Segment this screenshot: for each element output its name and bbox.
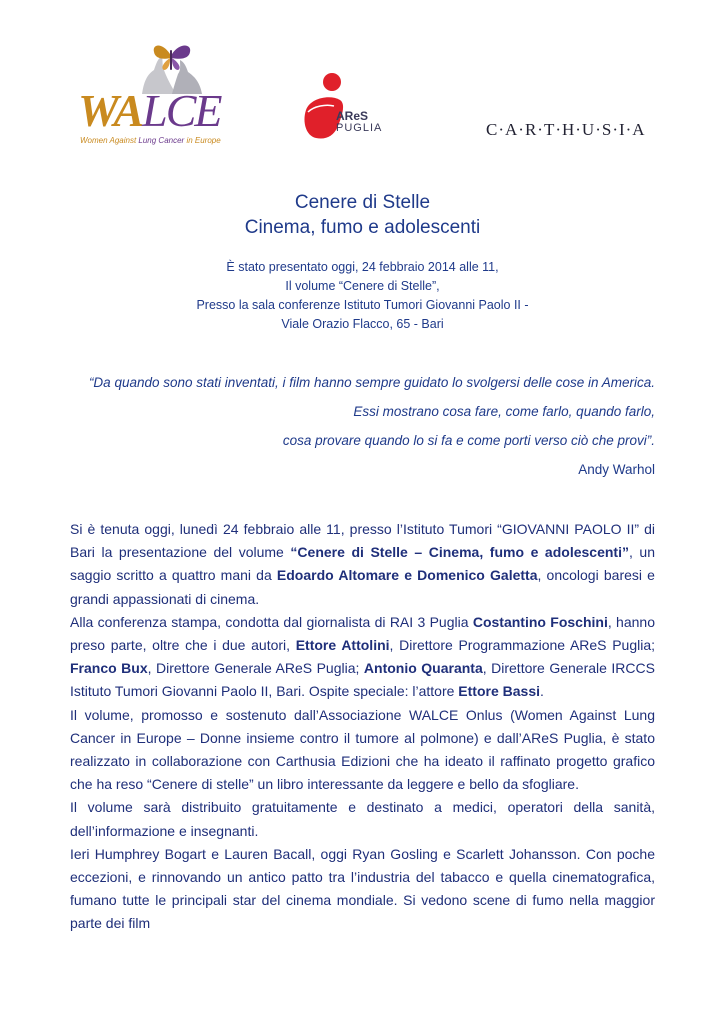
paragraph-5: Ieri Humphrey Bogart e Lauren Bacall, oggi Ryan Gosling e Scarlett Johansson. Con poche eccezioni, e rinnovando un antico patto tra l’industria del tabacco e quella cinematografica, fumano tutte le principali star del cinema mondiale. Si vedono scene di fumo nella maggior parte dei film <box>70 845 655 932</box>
quote-block <box>89 368 655 484</box>
p1-book-title: “Cenere di Stelle – Cinema, fumo e adolescenti” <box>290 544 629 561</box>
p2-text-i: , Direttore Generale IRCCS Istituto Tumori Giovanni Paolo II, Bari. Ospite speciale: l’attore <box>70 660 655 700</box>
walce-lce: LCE <box>142 85 221 136</box>
carthusia-logo: C·A·R·T·H·U·S·I·A <box>486 120 646 139</box>
p2-text-k: . <box>540 683 544 700</box>
walce-tag-c: in Europe <box>184 136 221 145</box>
p1-authors: Edoardo Altomare e Domenico Galetta <box>276 567 538 584</box>
document-title <box>0 190 725 240</box>
p1-text-a: Si è tenuta oggi, lunedì 24 febbraio alle 11, presso l’Istituto Tumori “GIOVANNI PAOLO II” di Bari la presentazione del volume <box>70 521 655 561</box>
quote-line1: “Da quando sono stati inventati, i film hanno sempre guidato lo svolgersi delle cose in America. <box>88 375 655 390</box>
p2-name-bux: Franco Bux <box>70 660 148 677</box>
p2-text-e: , Direttore Programmazione AReS Puglia; <box>389 637 655 654</box>
p1-text-e: , oncologi baresi e grandi appassionati di cinema. <box>70 567 655 607</box>
quote-author: Andy Warhol <box>578 462 655 477</box>
walce-wordmark <box>78 85 221 136</box>
walce-tag-b: Lung Cancer <box>138 136 185 145</box>
title-line1: Cenere di Stelle <box>294 192 431 213</box>
p2-name-bassi: Ettore Bassi <box>458 683 540 700</box>
paragraph-2 <box>70 611 655 704</box>
walce-logo <box>78 40 238 150</box>
quote-line2: Essi mostrano cosa fare, come farlo, quando farlo, <box>353 404 655 419</box>
p2-name-quaranta: Antonio Quaranta <box>363 660 483 677</box>
paragraph-3: Il volume, promosso e sostenuto dall’Associazione WALCE Onlus (Women Against Lung Cancer in Europe – Donne insieme contro il tumore al polmone) e dall’AReS Puglia, è stato realizzato in collaborazione con Carthusia Edizioni che ha ideato il raffinato progetto grafico che ha reso “Cenere di stelle” un libro interessante da leggere e bello da sfogliare. <box>70 706 655 793</box>
ares-puglia-logo <box>300 72 410 142</box>
p2-text-g: , Direttore Generale AReS Puglia; <box>147 660 364 677</box>
intro-line4: Viale Orazio Flacco, 65 - Bari <box>281 317 444 331</box>
intro-block <box>0 258 725 334</box>
p2-text-c: , hanno preso parte, oltre che i due autori, <box>70 613 655 654</box>
intro-line3: Presso la sala conferenze Istituto Tumori Giovanni Paolo II - <box>196 298 529 312</box>
walce-tagline <box>80 136 221 145</box>
p1-text-c: , un saggio scritto a quattro mani da <box>70 544 656 584</box>
body-text <box>70 518 655 936</box>
ares-wordmark <box>336 110 382 134</box>
p2-name-attolini: Ettore Attolini <box>295 637 390 654</box>
walce-wa: WA <box>78 85 143 136</box>
paragraph-4: Il volume sarà distribuito gratuitamente e destinato a medici, operatori della sanità, dell’informazione e insegnanti. <box>70 799 655 839</box>
ares-line2: PUGLIA <box>336 122 383 134</box>
intro-line2: Il volume “Cenere di Stelle”, <box>285 279 440 293</box>
p2-text-a: Alla conferenza stampa, condotta dal giornalista di RAI 3 Puglia <box>70 613 473 630</box>
ares-line1: AReS <box>336 109 369 123</box>
intro-line1: È stato presentato oggi, 24 febbraio 2014 alle 11, <box>226 260 499 274</box>
walce-tag-a: Women Against <box>80 136 139 145</box>
quote-line3: cosa provare quando lo si fa e come porti verso ciò che provi”. <box>282 433 655 448</box>
p2-name-foschini: Costantino Foschini <box>472 613 608 630</box>
title-line2: Cinema, fumo e adolescenti <box>244 217 481 238</box>
paragraph-1 <box>70 518 655 611</box>
